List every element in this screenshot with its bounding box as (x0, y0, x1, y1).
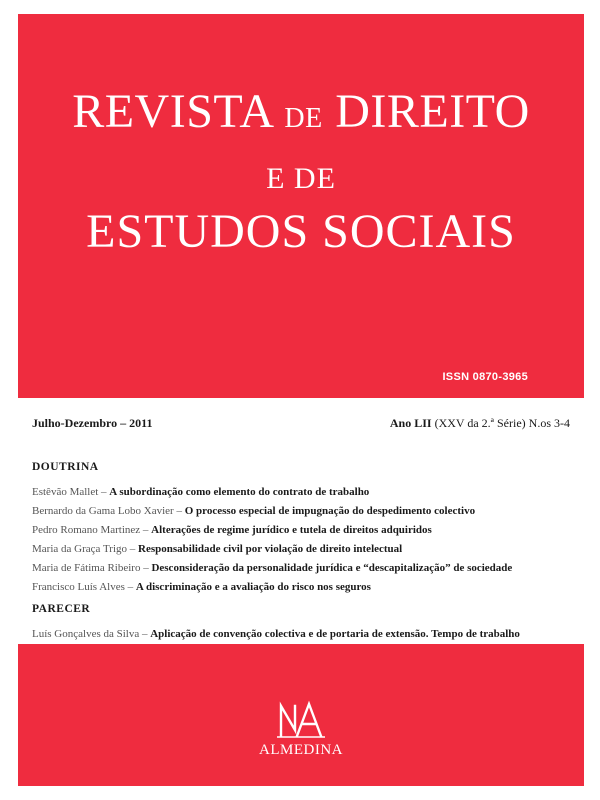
contents-panel (18, 398, 584, 644)
contents-entry (32, 543, 576, 555)
entry-title: A subordinação como elemento do contrato de trabalho (109, 486, 370, 498)
entry-title: Desconsideração da personalidade jurídica e “descapitalização” de sociedade (151, 562, 513, 574)
publisher-name: ALMEDINA (259, 742, 343, 758)
issn-label: ISSN 0870-3965 (442, 371, 528, 383)
section-heading-doutrina: DOUTRINA (32, 461, 99, 473)
issue-volume (390, 416, 570, 431)
entry-author: Estêvão Mallet – (32, 486, 110, 498)
title-line-1 (18, 84, 584, 139)
entry-title: Responsabilidade civil por violação de direito intelectual (138, 543, 403, 555)
almedina-logo-icon (275, 700, 327, 740)
cover-top-panel (18, 14, 584, 398)
entry-author: Maria da Graça Trigo – (32, 543, 139, 555)
entry-author: Bernardo da Gama Lobo Xavier – (32, 505, 185, 517)
contents-entry (32, 581, 576, 593)
issue-series: (XXV da 2.ª Série) (434, 416, 526, 430)
entry-title: Alterações de regime jurídico e tutela de direitos adquiridos (151, 524, 432, 536)
publisher-logo (259, 700, 343, 759)
title-line-3: ESTUDOS SOCIAIS (86, 205, 516, 258)
entry-title: Aplicação de convenção colectiva e de portaria de extensão. Tempo de trabalho (150, 628, 520, 640)
contents-entry (32, 524, 576, 536)
title-word-revista: REVISTA (72, 85, 272, 138)
issue-period: Julho-Dezembro – 2011 (32, 416, 153, 430)
entry-author: Luís Gonçalves da Silva – (32, 628, 151, 640)
contents-entry (32, 505, 576, 517)
title-line-2: E DE (266, 162, 336, 195)
issue-number: N.os 3-4 (528, 416, 570, 430)
entry-author: Maria de Fátima Ribeiro – (32, 562, 152, 574)
title-word-direito: DIREITO (335, 85, 530, 138)
contents-entry (32, 628, 576, 640)
contents-entry (32, 562, 576, 574)
entry-author: Pedro Romano Martinez – (32, 524, 152, 536)
title-word-de: DE (284, 103, 323, 134)
cover-bottom-panel (18, 644, 584, 786)
entry-author: Francisco Luís Alves – (32, 581, 136, 593)
entry-title: A discriminação e a avaliação do risco nos seguros (135, 581, 371, 593)
entry-title: O processo especial de impugnação do despedimento colectivo (184, 505, 476, 517)
section-heading-parecer: PARECER (32, 603, 91, 615)
issue-year: Ano LII (389, 416, 432, 430)
contents-entry (32, 486, 576, 498)
